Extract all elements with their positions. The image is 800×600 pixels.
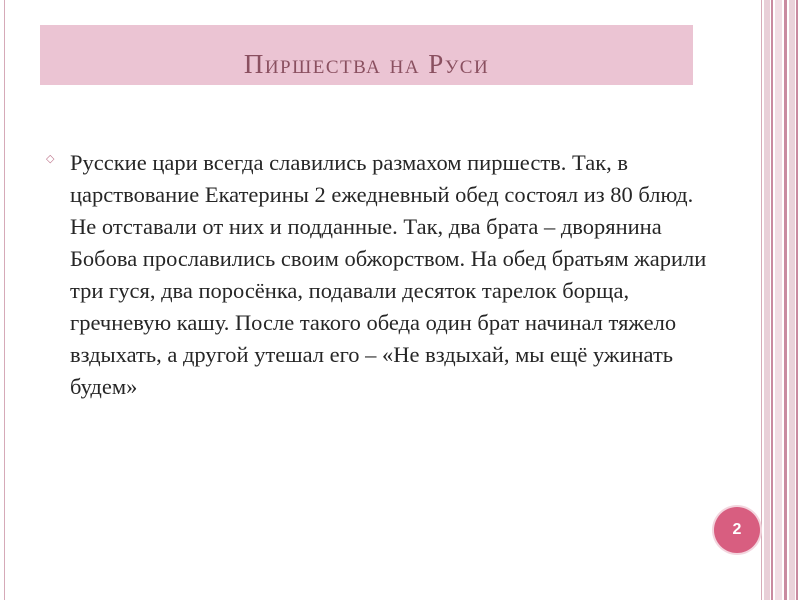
decorative-stripe [775,0,782,600]
decorative-stripe [784,0,787,600]
slide-body-text: Русские цари всегда славились размахом пиршеств. Так, в царствование Екатерины 2 ежедневный обед состоял из 80 блюд. Не отставали от них и подданные. Так, два брата – дворянина Бобова прославились своим обжорством. На обед братьям жарили три гуся, два поросёнка, подавали десяток тарелок борща, гречневую кашу. После такого обеда один брат начинал тяжело вздыхать, а другой утешал его – «Не вздыхай, мы ещё ужинать будем» [70,150,707,399]
decorative-stripe [789,0,795,600]
decorative-stripe [771,0,773,600]
slide-title: Пиршества на Руси [243,49,490,79]
diamond-bullet-icon: ◇ [46,152,55,165]
decorative-stripe [764,0,770,600]
decorative-stripe [796,0,798,600]
page-number-badge: 2 [714,507,760,553]
